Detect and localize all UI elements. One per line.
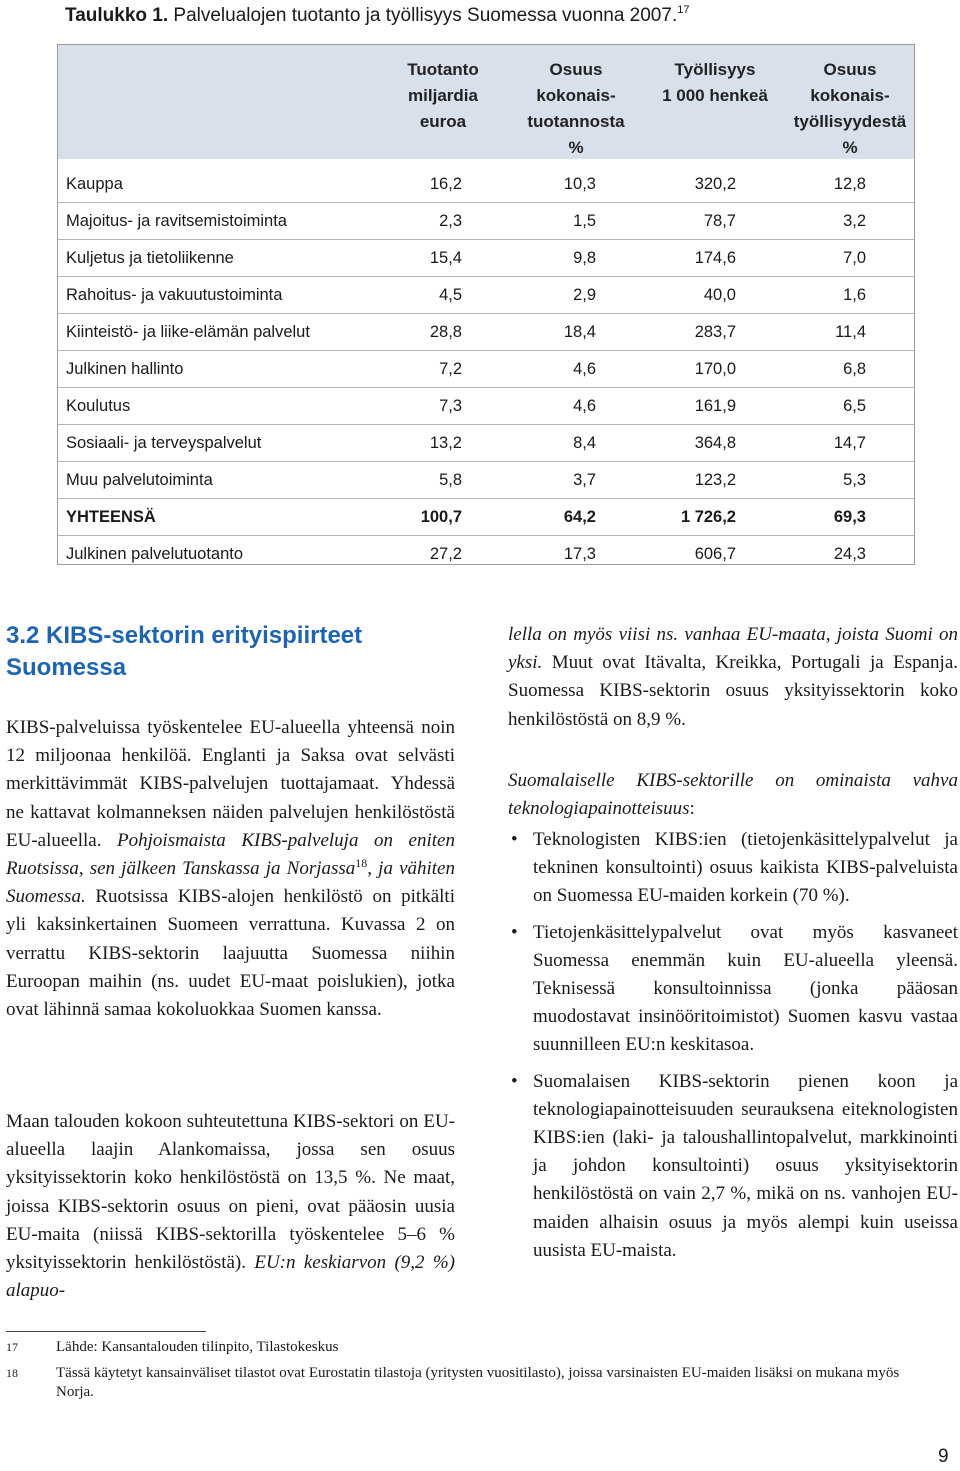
left-paragraph-1 bbox=[6, 714, 455, 1024]
cell-production: 7,2 bbox=[439, 360, 462, 378]
header-line: Osuus bbox=[549, 60, 603, 79]
cell-production-share: 1,5 bbox=[573, 212, 596, 230]
cell-production: 7,3 bbox=[439, 397, 462, 415]
list-item bbox=[508, 1068, 958, 1265]
cell-production-share: 4,6 bbox=[573, 360, 596, 378]
header-line: kokonais- bbox=[536, 86, 616, 105]
row-divider bbox=[58, 313, 914, 314]
bullet-icon: • bbox=[511, 1070, 518, 1092]
table-row bbox=[58, 537, 914, 573]
page-number: 9 bbox=[938, 1446, 949, 1467]
row-divider bbox=[58, 424, 914, 425]
section-title-line2: Suomessa bbox=[6, 654, 127, 681]
list-item-text: Tietojenkäsittelypalvelut ovat myös kasvaneet Suomessa enemmän kuin EU-alueella yleensä. Teknisessä konsultoinnissa (jonka pääosan muodostavat insinööritoimistot) Suomen kasvu vastaa suunnilleen EU:n keskitasoa. bbox=[533, 921, 958, 1056]
section-heading bbox=[6, 620, 362, 684]
text-run-italic: lella on myös viisi ns. vanhaa EU-maata, joista Suomi on yksi. bbox=[508, 624, 958, 674]
header-line: miljardia bbox=[408, 86, 478, 105]
cell-production: 15,4 bbox=[429, 249, 462, 267]
cell-employment-share: 1,6 bbox=[843, 286, 866, 304]
cell-employment-share: 11,4 bbox=[835, 323, 866, 341]
cell-employment-share: 12,8 bbox=[833, 175, 866, 193]
header-line: % bbox=[568, 138, 584, 157]
row-divider bbox=[58, 461, 914, 462]
cell-production-share: 9,8 bbox=[573, 249, 596, 267]
text-run: Muut ovat Itävalta, Kreikka, Portugali ja Espanja. Suomessa KIBS-sektorin osuus yksityissektorin koko henkilöstöstä on 8,9 %. bbox=[508, 652, 958, 730]
row-label: Kauppa bbox=[66, 175, 123, 193]
row-label: Majoitus- ja ravitsemistoiminta bbox=[66, 212, 287, 230]
text-run: Ruotsissa KIBS-alojen henkilöstö on pitkälti yli kaksinkertainen Suomeen verrattuna. Kuvassa 2 on verrattu KIBS-sektorin laajuutta Suomessa niihin Euroopan maihin (ns. uudet EU-maat poislukien), jotka ovat lähinnä samaa kokoluokkaa Suomen kanssa. bbox=[6, 886, 455, 1021]
bullet-icon: • bbox=[511, 921, 518, 943]
row-label: Sosiaali- ja terveyspalvelut bbox=[66, 434, 262, 452]
footnote-ref: 18 bbox=[355, 856, 368, 871]
cell-production-share: 3,7 bbox=[573, 471, 596, 489]
cell-production-share: 18,4 bbox=[563, 323, 596, 341]
cell-production-share: 8,4 bbox=[573, 434, 596, 452]
row-divider bbox=[58, 350, 914, 351]
cell-employment-share: 6,8 bbox=[843, 360, 866, 378]
text-run: KIBS-palveluissa työskentelee EU-alueella yhteensä noin 12 miljoonaa henkilöä. Englanti ja Saksa ovat selvästi merkittävimmät KIBS-palvelujen tuottajamaat. Yhdessä ne kattavat kolmanneksen näiden palvelujen henkilöstöstä EU-alueella. bbox=[6, 717, 455, 851]
cell-employment: 40,0 bbox=[703, 286, 736, 304]
cell-employment-share: 3,2 bbox=[843, 212, 866, 230]
row-divider bbox=[58, 276, 914, 277]
footnote-text: Lähde: Kansantalouden tilinpito, Tilastokeskus bbox=[56, 1339, 339, 1355]
table-row bbox=[58, 167, 914, 203]
header-line: Työllisyys bbox=[674, 60, 756, 79]
table-row bbox=[58, 389, 914, 425]
table-row bbox=[58, 278, 914, 314]
table-header bbox=[58, 45, 914, 159]
text-run-italic: Pohjoismaista KIBS-palveluja on eniten Ruotsissa, sen jälkeen Tanskassa ja Norjassa bbox=[6, 829, 455, 880]
left-paragraph-2 bbox=[6, 1108, 455, 1305]
header-line: kokonais- bbox=[810, 86, 890, 105]
list-item bbox=[508, 919, 958, 1060]
footnote-number: 17 bbox=[6, 1340, 18, 1354]
row-divider bbox=[58, 535, 914, 536]
cell-production-share: 10,3 bbox=[563, 175, 596, 193]
footnote-divider bbox=[6, 1331, 206, 1332]
row-label: YHTEENSÄ bbox=[66, 508, 156, 526]
cell-production: 27,2 bbox=[429, 545, 462, 563]
header-employment-share bbox=[788, 57, 912, 161]
row-label: Kuljetus ja tietoliikenne bbox=[66, 249, 234, 267]
cell-employment: 364,8 bbox=[694, 434, 736, 452]
caption-footnote-ref: 17 bbox=[677, 4, 690, 16]
list-item-text: Teknologisten KIBS:ien (tietojenkäsittelypalvelut ja tekninen konsultointi) osuus kaikista KIBS-palveluista on Suomessa EU-maiden korkein (70 %). bbox=[533, 829, 958, 907]
cell-employment: 161,9 bbox=[694, 397, 736, 415]
table-row bbox=[58, 315, 914, 351]
table-row-total bbox=[58, 500, 914, 536]
cell-employment: 78,7 bbox=[703, 212, 736, 230]
cell-employment: 320,2 bbox=[694, 175, 736, 193]
header-employment bbox=[650, 57, 780, 109]
bullet-list bbox=[508, 826, 958, 1273]
cell-production-share: 2,9 bbox=[573, 286, 596, 304]
row-label: Koulutus bbox=[66, 397, 131, 415]
cell-employment-share: 69,3 bbox=[833, 508, 866, 526]
cell-employment-share: 24,3 bbox=[833, 545, 866, 563]
text-run: : bbox=[689, 798, 695, 820]
footnote bbox=[6, 1338, 946, 1358]
header-line: tuotannosta bbox=[527, 112, 625, 131]
cell-production-share: 17,3 bbox=[563, 545, 596, 563]
caption-text: Palvelualojen tuotanto ja työllisyys Suomessa vuonna 2007. bbox=[173, 5, 678, 26]
text-run-italic: EU:n keskiarvon (9,2 %) alapuo- bbox=[6, 1252, 456, 1302]
cell-production: 5,8 bbox=[439, 471, 462, 489]
cell-production-share: 64,2 bbox=[563, 508, 596, 526]
cell-employment-share: 5,3 bbox=[843, 471, 866, 489]
text-run-italic: , ja vähiten Suomessa. bbox=[6, 858, 455, 908]
header-line: Osuus bbox=[823, 60, 877, 79]
row-label: Kiinteistö- ja liike-elämän palvelut bbox=[66, 323, 310, 341]
table-caption bbox=[65, 4, 689, 27]
caption-label: Taulukko 1. bbox=[65, 5, 169, 26]
cell-employment: 1 726,2 bbox=[680, 508, 736, 526]
header-line: euroa bbox=[419, 112, 467, 131]
row-label: Julkinen hallinto bbox=[66, 360, 184, 378]
table-row bbox=[58, 204, 914, 240]
text-run: Maan talouden kokoon suhteutettuna KIBS-sektori on EU-alueella laajin Alankomaissa, jossa sen osuus yksityissektorin koko henkilöstöstä on 13,5 %. Ne maat, joissa KIBS-sektorin osuus on pieni, ovat pääosin uusia EU-maita (niissä KIBS-sektorilla työskentelee 5–6 % yksityissektorin henkilöstöstä). bbox=[6, 1111, 455, 1274]
table-row bbox=[58, 426, 914, 462]
footnote-text: Tässä käytetyt kansainväliset tilastot ovat Eurostatin tilastoja (yritysten vuositilasto), joissa varsinaisten EU-maiden lisäksi on mukana myös Norja. bbox=[56, 1365, 900, 1400]
cell-employment-share: 14,7 bbox=[833, 434, 866, 452]
table-row bbox=[58, 352, 914, 388]
header-line: Tuotanto bbox=[407, 60, 479, 79]
cell-production: 2,3 bbox=[439, 212, 462, 230]
section-number: 3.2 bbox=[6, 622, 40, 649]
footnote-number: 18 bbox=[6, 1366, 18, 1380]
cell-employment: 170,0 bbox=[694, 360, 736, 378]
row-label: Rahoitus- ja vakuutustoiminta bbox=[66, 286, 283, 304]
cell-employment: 606,7 bbox=[694, 545, 736, 563]
cell-production-share: 4,6 bbox=[573, 397, 596, 415]
cell-employment: 283,7 bbox=[694, 323, 736, 341]
cell-employment-share: 6,5 bbox=[843, 397, 866, 415]
section-title-line1: KIBS-sektorin erityispiirteet bbox=[46, 622, 363, 649]
bullet-icon: • bbox=[511, 829, 518, 850]
row-divider bbox=[58, 498, 914, 499]
text-run-italic: Suomalaiselle KIBS-sektorille on ominaista vahva teknologiapainotteisuus bbox=[508, 770, 958, 820]
row-divider bbox=[58, 202, 914, 203]
footnote bbox=[6, 1364, 946, 1404]
table-row bbox=[58, 241, 914, 277]
header-line: työllisyydestä bbox=[793, 112, 907, 131]
row-divider bbox=[58, 239, 914, 240]
row-divider bbox=[58, 387, 914, 388]
cell-production: 13,2 bbox=[429, 434, 462, 452]
list-item-text: Suomalaisen KIBS-sektorin pienen koon ja teknologiapainotteisuuden seurauksena eiteknologisten KIBS:ien (laki- ja taloushallintopalvelut, markkinointi ja johdon konsultointi) osuus yksityisektorin henkilöstöstä on vain 2,7 %, mikä on ns. vanhojen EU-maiden alhaisin osuus ja myös alempi kuin useissa uusista EU-maista. bbox=[533, 1070, 958, 1261]
right-paragraph-2 bbox=[508, 767, 958, 823]
header-line: 1 000 henkeä bbox=[662, 86, 768, 105]
cell-employment: 123,2 bbox=[694, 471, 736, 489]
cell-employment-share: 7,0 bbox=[843, 249, 866, 267]
cell-employment: 174,6 bbox=[694, 249, 736, 267]
table-row bbox=[58, 463, 914, 499]
row-label: Julkinen palvelutuotanto bbox=[66, 545, 244, 563]
right-paragraph-1 bbox=[508, 621, 958, 734]
data-table bbox=[57, 44, 915, 565]
cell-production: 100,7 bbox=[420, 508, 462, 526]
header-production-share bbox=[516, 57, 636, 161]
header-production bbox=[388, 57, 498, 135]
cell-production: 16,2 bbox=[429, 175, 462, 193]
row-label: Muu palvelutoiminta bbox=[66, 471, 213, 489]
cell-production: 4,5 bbox=[439, 286, 462, 304]
list-item bbox=[508, 826, 958, 911]
cell-production: 28,8 bbox=[429, 323, 462, 341]
header-line: % bbox=[842, 138, 858, 157]
